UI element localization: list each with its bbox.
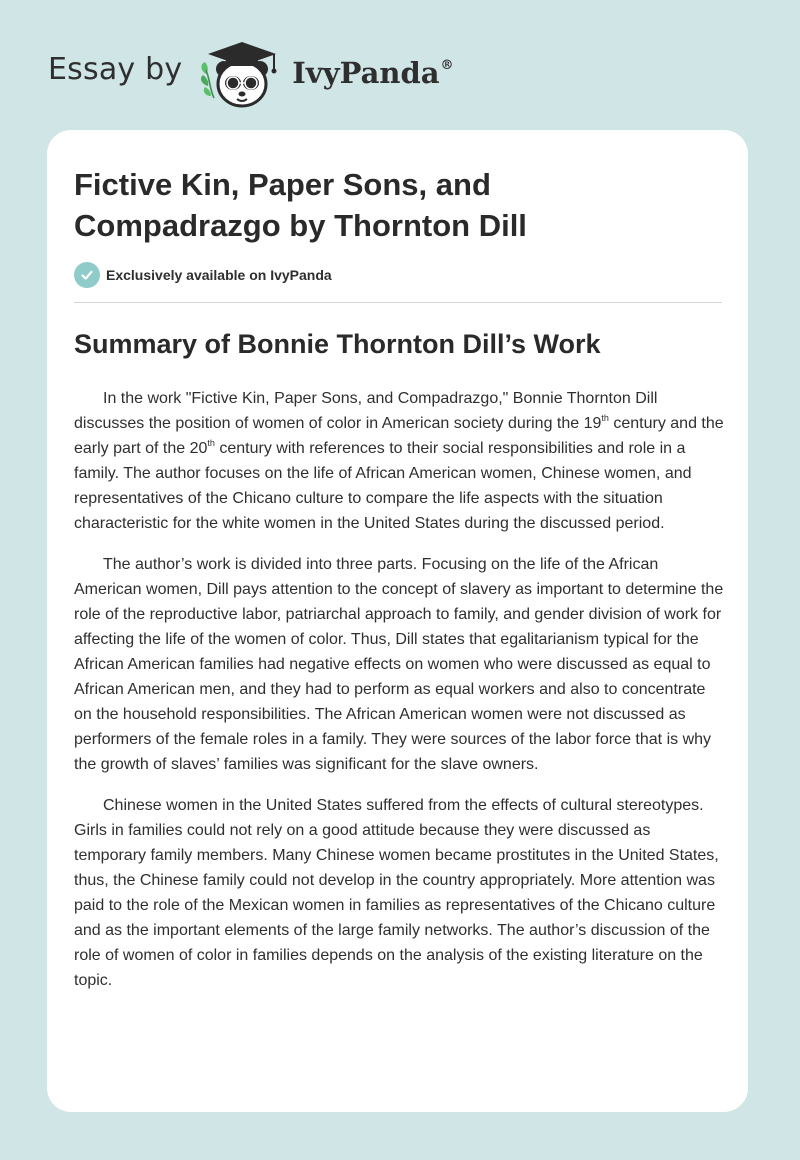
paragraph-1-part-2: century and the early part of the 20	[74, 415, 724, 457]
section-heading: Summary of Bonnie Thornton Dill’s Work	[74, 329, 601, 359]
panda-graduate-icon[interactable]	[196, 34, 288, 114]
exclusive-badge	[74, 262, 332, 288]
site-header	[48, 34, 454, 114]
paragraph-1-part-1: In the work "Fictive Kin, Paper Sons, and Compadrazgo," Bonnie Thornton Dill discusses the position of women of color in American society during the 19	[74, 390, 658, 432]
brand-text: IvyPanda	[292, 56, 440, 90]
ordinal-suffix: th	[207, 437, 215, 448]
page-title: Fictive Kin, Paper Sons, and Compadrazgo by Thornton Dill	[74, 167, 527, 243]
checkmark-icon	[74, 262, 100, 288]
essay-card	[47, 130, 748, 1112]
paragraph-3: Chinese women in the United States suffered from the effects of cultural stereotypes. Girls in families could not rely on a good attitude because they were discussed as temporary family members. Many Chinese women became prostitutes in the United States, thus, the Chinese family could not develop in the country appropriately. More attention was paid to the role of the Mexican women in families as representatives of the Chicano culture and as the important elements of the large family networks. The author’s discussion of the role of women of color in families depends on the analysis of the existing literature on the topic.	[74, 797, 719, 989]
divider	[74, 302, 722, 303]
badge-text: Exclusively available on IvyPanda	[106, 267, 332, 283]
article-body	[74, 386, 724, 1009]
brand-name[interactable]	[292, 56, 453, 90]
paragraph-1	[74, 386, 724, 536]
paragraph-2: The author’s work is divided into three parts. Focusing on the life of the African American women, Dill pays attention to the concept of slavery as important to determine the role of the reproductive labor, patriarchal approach to family, and gender division of work for affecting the life of the women of color. Thus, Dill states that egalitarianism typical for the African American families had negative effects on women who were discussed as equal to African American men, and they had to perform as equal workers and also to concentrate on the household responsibilities. The African American women were not discussed as performers of the female roles in a family. They were sources of the labor force that is why the growth of slaves’ families was significant for the slave owners.	[74, 556, 724, 773]
ordinal-suffix: th	[601, 412, 609, 423]
registered-mark: ®	[440, 58, 454, 73]
essay-by-label: Essay by	[48, 51, 183, 87]
paragraph-1-part-3: century with references to their social responsibilities and role in a family. The author focuses on the life of African American women, Chinese women, and representatives of the Chicano culture to compare the life aspects with the situation characteristic for the white women in the United States during the discussed period.	[74, 440, 692, 532]
ivy-leaf-icon	[201, 62, 214, 98]
